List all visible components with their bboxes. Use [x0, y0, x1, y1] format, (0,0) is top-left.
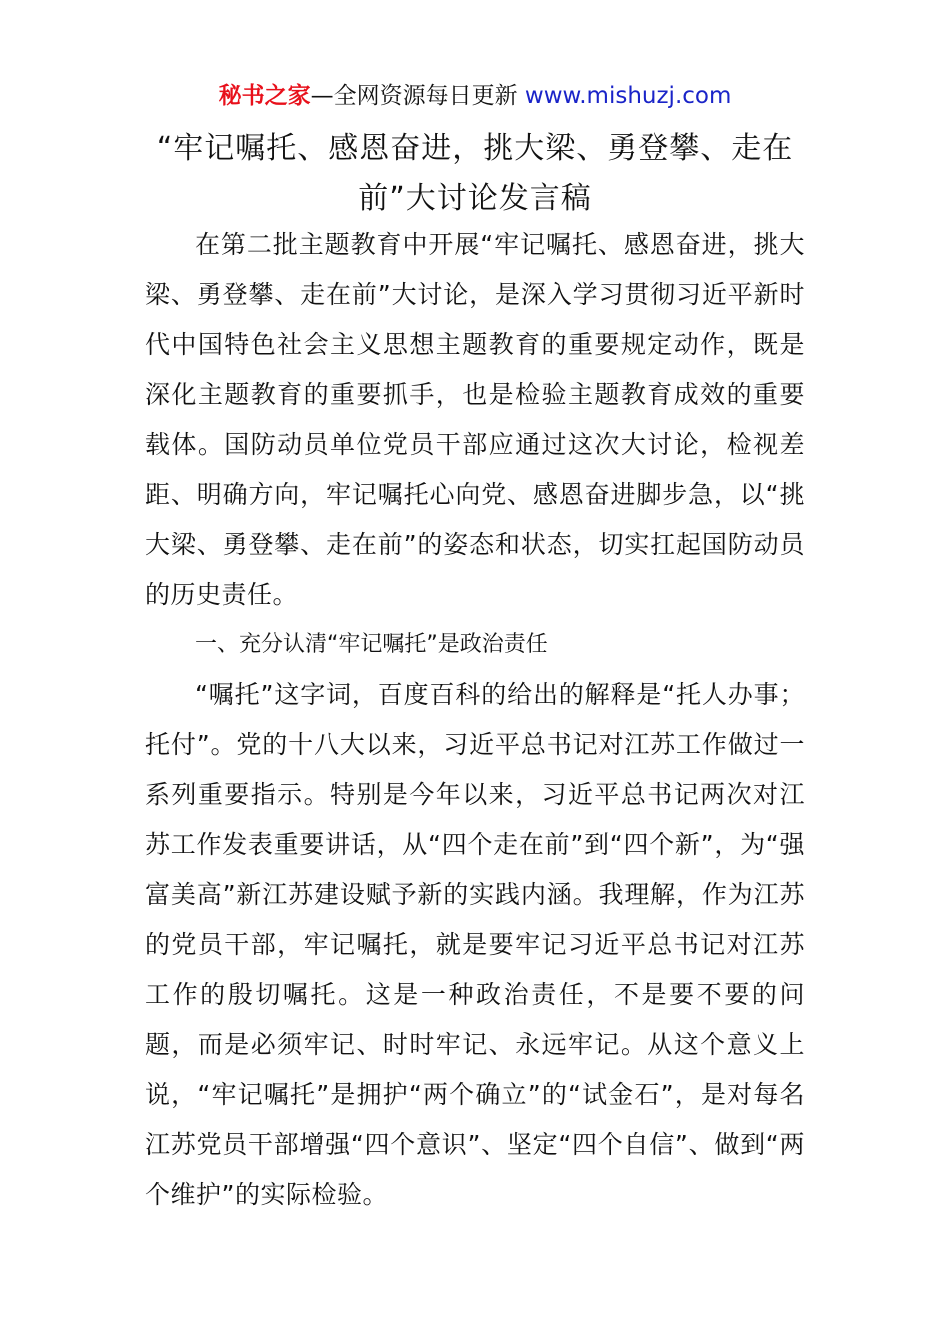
section-heading: 一、充分认清“牢记嘱托”是政治责任: [195, 632, 548, 657]
section-paragraph: “嘱托”这字词，百度百科的给出的解释是“托人办事；托付”。党的十八大以来，习近平总书记对江苏工作做过一系列重要指示。特别是今年以来，习近平总书记两次对江苏工作发表重要讲话，从“四个走在前”到“四个新”，为“强富美高”新江苏建设赋予新的实践内涵。我理解，作为江苏的党员干部，牢记嘱托，就是要牢记习近平总书记对江苏工作的殷切嘱托。这是一种政治责任，不是要不要的问题，而是必须牢记、时时牢记、永远牢记。从这个意义上说，“牢记嘱托”是拥护“两个确立”的“试金石”，是对每名江苏党员干部增强“四个意识”、坚定“四个自信”、做到“两个维护”的实际检验。: [145, 680, 805, 1209]
site-url-link[interactable]: www.mishuzj.com: [524, 83, 732, 109]
site-tagline: —全网资源每日更新: [310, 83, 525, 109]
intro-paragraph: 在第二批主题教育中开展“牢记嘱托、感恩奋进，挑大梁、勇登攀、走在前”大讨论，是深入学习贯彻习近平新时代中国特色社会主义思想主题教育的重要规定动作，既是深化主题教育的重要抓手，也是检验主题教育成效的重要载体。国防动员单位党员干部应通过这次大讨论，检视差距、明确方向，牢记嘱托心向党、感恩奋进脚步急，以“挑大梁、勇登攀、走在前”的姿态和状态，切实扛起国防动员的历史责任。: [145, 230, 805, 609]
site-name: 秘书之家: [218, 83, 311, 109]
site-header: [0, 80, 950, 112]
document-title: “牢记嘱托、感恩奋进，挑大梁、勇登攀、走在前”大讨论发言稿: [156, 131, 794, 216]
document-body: [145, 220, 805, 1220]
